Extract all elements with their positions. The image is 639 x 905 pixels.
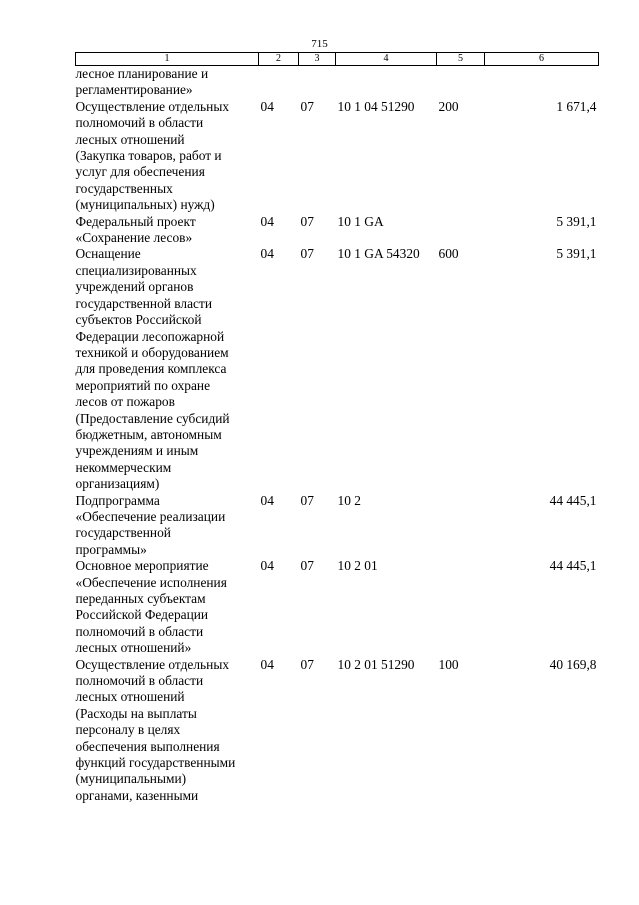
row-amount — [485, 66, 599, 99]
row-subsection: 07 — [300, 246, 314, 262]
row-expense-type — [437, 214, 485, 247]
row-section: 04 — [260, 98, 274, 114]
budget-table — [75, 52, 599, 804]
row-section — [259, 66, 299, 99]
column-header-expense-type: 5 — [437, 53, 485, 66]
row-expense-type — [437, 558, 485, 656]
table-row — [76, 66, 599, 99]
column-header-target-article: 4 — [336, 53, 437, 66]
row-name: Основное мероприятие «Обеспечение исполнения переданных субъектам Российской Федерации полномочий в области лесных отношений» — [75, 558, 227, 656]
row-subsection: 07 — [300, 213, 314, 229]
row-expense-type: 600 — [438, 246, 459, 262]
row-amount: 44 445,1 — [549, 558, 597, 574]
row-name: Оснащение специализированных учреждений органов государственной власти субъектов Российской Федерации лесопожарной техникой и оборудованием для проведения комплекса мероприятий по охране лесов от пожаров (Предоставление субсидий бюджетным, автономным учреждениям и иным некоммерческим организациям) — [75, 246, 230, 492]
page-number: 715 — [311, 38, 328, 50]
table-row — [76, 99, 599, 214]
row-target-article: 10 1 GA 54320 — [337, 246, 420, 262]
row-expense-type: 200 — [438, 98, 459, 114]
row-subsection: 07 — [300, 492, 314, 508]
row-name: Подпрограмма «Обеспечение реализации государственной программы» — [75, 492, 226, 557]
row-target-article: 10 1 04 51290 — [337, 98, 415, 114]
row-section: 04 — [260, 492, 274, 508]
table-row — [76, 558, 599, 656]
row-target-article: 10 1 GA — [337, 213, 384, 229]
row-expense-type: 100 — [438, 656, 459, 672]
column-header-subsection: 3 — [299, 53, 336, 66]
row-section: 04 — [260, 656, 274, 672]
row-amount: 44 445,1 — [549, 492, 597, 508]
row-name: лесное планирование и регламентирование» — [75, 66, 209, 98]
row-amount: 5 391,1 — [556, 246, 597, 262]
row-amount: 1 671,4 — [556, 98, 597, 114]
table-header-row — [76, 53, 599, 66]
column-header-section: 2 — [259, 53, 299, 66]
row-target-article: 10 2 — [337, 492, 361, 508]
row-target-article — [336, 66, 437, 99]
row-expense-type — [437, 66, 485, 99]
row-amount: 5 391,1 — [556, 213, 597, 229]
row-subsection: 07 — [300, 98, 314, 114]
table-row — [76, 493, 599, 559]
row-section: 04 — [260, 213, 274, 229]
row-amount: 40 169,8 — [549, 656, 597, 672]
column-header-amount: 6 — [485, 53, 599, 66]
table-row — [76, 246, 599, 492]
row-expense-type — [437, 493, 485, 559]
row-target-article: 10 2 01 51290 — [337, 656, 415, 672]
row-name: Осуществление отдельных полномочий в области лесных отношений (Закупка товаров, работ и услуг для обеспечения государственных (муниципальных) нужд) — [75, 98, 230, 213]
row-subsection: 07 — [300, 656, 314, 672]
row-target-article: 10 2 01 — [337, 558, 378, 574]
table-row — [76, 657, 599, 805]
table-row — [76, 214, 599, 247]
row-subsection: 07 — [300, 558, 314, 574]
column-header-name: 1 — [76, 53, 259, 66]
row-name: Федеральный проект «Сохранение лесов» — [75, 213, 196, 246]
row-subsection — [299, 66, 336, 99]
row-section: 04 — [260, 246, 274, 262]
row-section: 04 — [260, 558, 274, 574]
row-name: Осуществление отдельных полномочий в области лесных отношений (Расходы на выплаты персоналу в целях обеспечения выполнения функций государственными (муниципальными) органами, казенными — [75, 656, 236, 803]
